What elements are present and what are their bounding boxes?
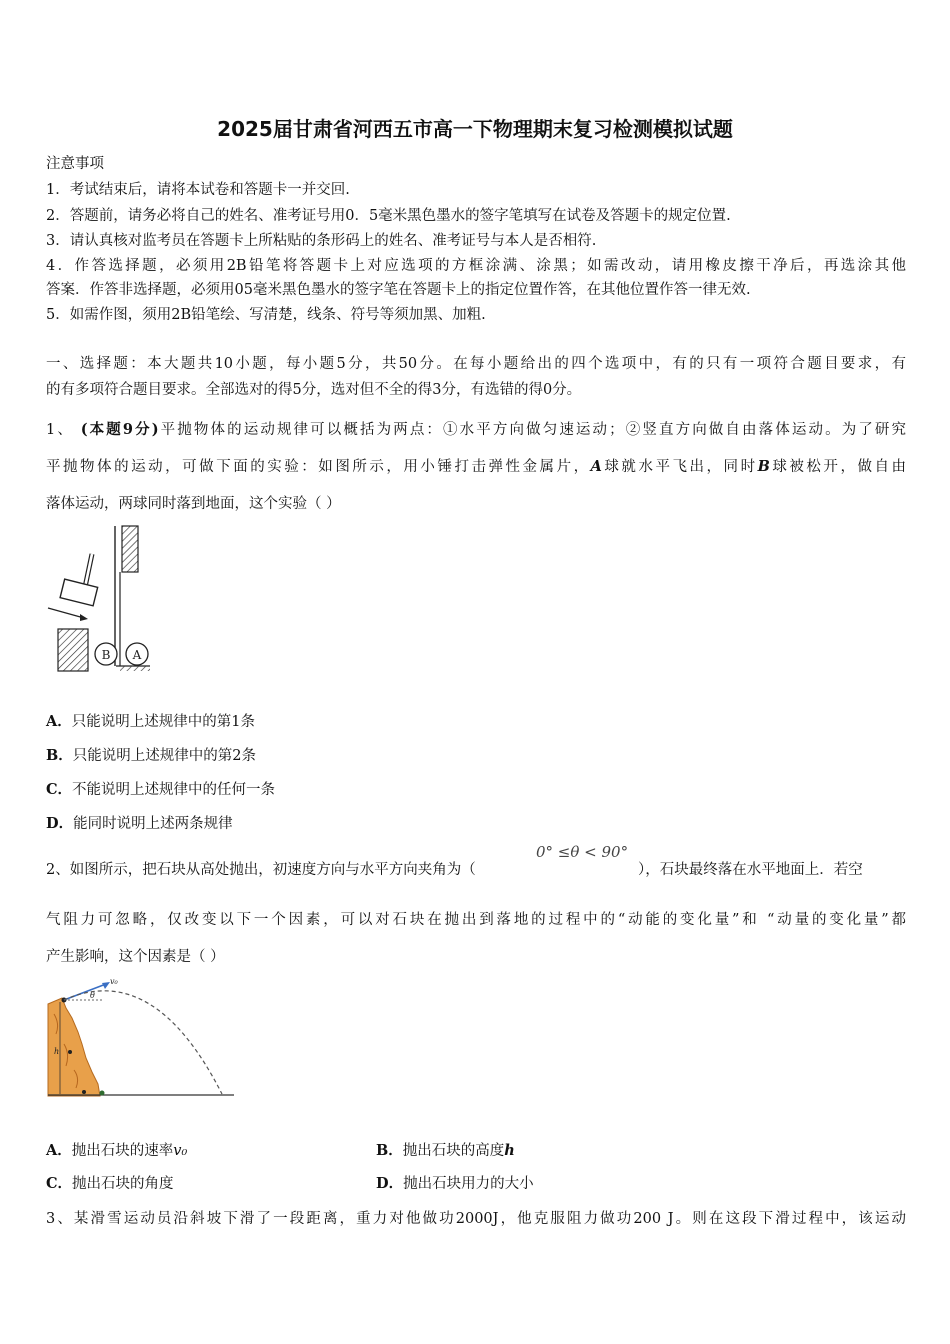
section-instructions: 一、选择题：本大题共10小题，每小题5分，共50分。在每小题给出的四个选项中，有的只有一项符合题目要求，有 [46, 356, 906, 372]
option-d[interactable] [46, 812, 233, 833]
option-key: A． [46, 713, 72, 730]
question-text: 球被松开，做自由 [769, 459, 907, 475]
option-key: D． [376, 1175, 404, 1192]
notice-item: 1．考试结束后，请将本试卷和答题卡一并交回. [46, 182, 350, 198]
option-variable: h [504, 1142, 515, 1159]
option-text: 只能说明上述规律中的第2条 [72, 748, 256, 764]
question-3-line: 3、某滑雪运动员沿斜坡下滑了一段距离，重力对他做功2000J，他克服阻力做功200 J。则在这段下滑过程中，该运动 [46, 1211, 906, 1227]
section-instructions: 的有多项符合题目要求。全部选对的得5分，选对但不全的得3分，有选错的得0分。 [46, 382, 582, 398]
notice-item: 2．答题前，请务必将自己的姓名、准考证号用0．5毫米黑色墨水的签字笔填写在试卷及答题卡的规定位置. [46, 208, 731, 224]
height-label: h [54, 1047, 60, 1056]
option-text: 抛出石块用力的大小 [403, 1176, 534, 1192]
question-number: 1、 [46, 422, 74, 438]
option-key: B． [376, 1142, 403, 1159]
v0-label: v₀ [110, 977, 118, 986]
question-2-line: ），石块最终落在水平地面上．若空 [638, 862, 863, 878]
ball-b-figure-label: B [101, 648, 111, 662]
notice-item: 3．请认真核对监考员在答题卡上所粘贴的条形码上的姓名、准考证号与本人是否相符. [46, 233, 597, 249]
question-2-line: 气阻力可忽略，仅改变以下一个因素，可以对石块在抛出到落地的过程中的“动能的变化量”和 “动量的变化量”都 [46, 912, 906, 928]
option-text: 能同时说明上述两条规律 [73, 816, 233, 832]
option-text: 抛出石块的速率 [71, 1143, 174, 1159]
ball-a-figure-label: A [132, 648, 142, 662]
option-variable: v₀ [173, 1143, 188, 1159]
option-key: C． [46, 1175, 73, 1192]
question-1-line: 落体运动，两球同时落到地面，这个实验（ ） [46, 496, 341, 512]
notice-item: 5．如需作图，须用2B铅笔绘、写清楚，线条、符号等须加黑、加粗. [46, 307, 486, 323]
question-text: 平抛物体的运动，可做下面的实验：如图所示，用小锤打击弹性金属片， [46, 459, 591, 475]
option-text: 不能说明上述规律中的任何一条 [72, 782, 276, 798]
notice-item: 答案．作答非选择题，必须用05毫米黑色墨水的签字笔在答题卡上的指定位置作答，在其他位置作答一律无效. [46, 282, 751, 298]
ball-b-label: B [757, 458, 770, 475]
option-c[interactable] [46, 1172, 174, 1193]
option-key: A． [46, 1142, 72, 1159]
option-key: B． [46, 747, 73, 764]
notice-heading: 注意事项 [46, 156, 104, 172]
option-b[interactable] [46, 744, 256, 765]
question-2-line: 2、如图所示，把石块从高处抛出，初速度方向与水平方向夹角为（ [46, 862, 476, 878]
theta-label: θ [90, 991, 95, 1000]
question-1-line [46, 418, 906, 439]
projectile-cliff-figure [44, 974, 238, 1100]
page-title: 2025届甘肃省河西五市高一下物理期末复习检测模拟试题 [217, 117, 733, 141]
question-1-line [46, 455, 906, 476]
option-a[interactable] [46, 710, 255, 731]
option-text: 只能说明上述规律中的第1条 [71, 714, 255, 730]
option-c[interactable] [46, 778, 275, 799]
option-text: 抛出石块的高度 [402, 1143, 505, 1159]
question-text: 球就水平飞出，同时 [601, 459, 758, 475]
option-a[interactable] [46, 1139, 187, 1160]
hammer-experiment-figure [44, 520, 164, 676]
notice-item: 4．作答选择题，必须用2B铅笔将答题卡上对应选项的方框涂满、涂黑；如需改动，请用橡皮擦干净后，再选涂其他 [46, 258, 906, 274]
option-text: 抛出石块的角度 [72, 1176, 174, 1192]
question-text: 平抛物体的运动规律可以概括为两点：①水平方向做匀速运动；②竖直方向做自由落体运动。为了研究 [158, 422, 907, 438]
ball-a-label: A [590, 458, 602, 475]
option-b[interactable] [376, 1139, 515, 1160]
question-tag: (本题9分) [80, 421, 159, 438]
option-d[interactable] [376, 1172, 534, 1193]
question-2-line: 产生影响，这个因素是（ ） [46, 949, 225, 965]
option-key: D． [46, 815, 74, 832]
angle-formula: 0° ≤θ < 90° [536, 843, 629, 861]
option-key: C． [46, 781, 73, 798]
